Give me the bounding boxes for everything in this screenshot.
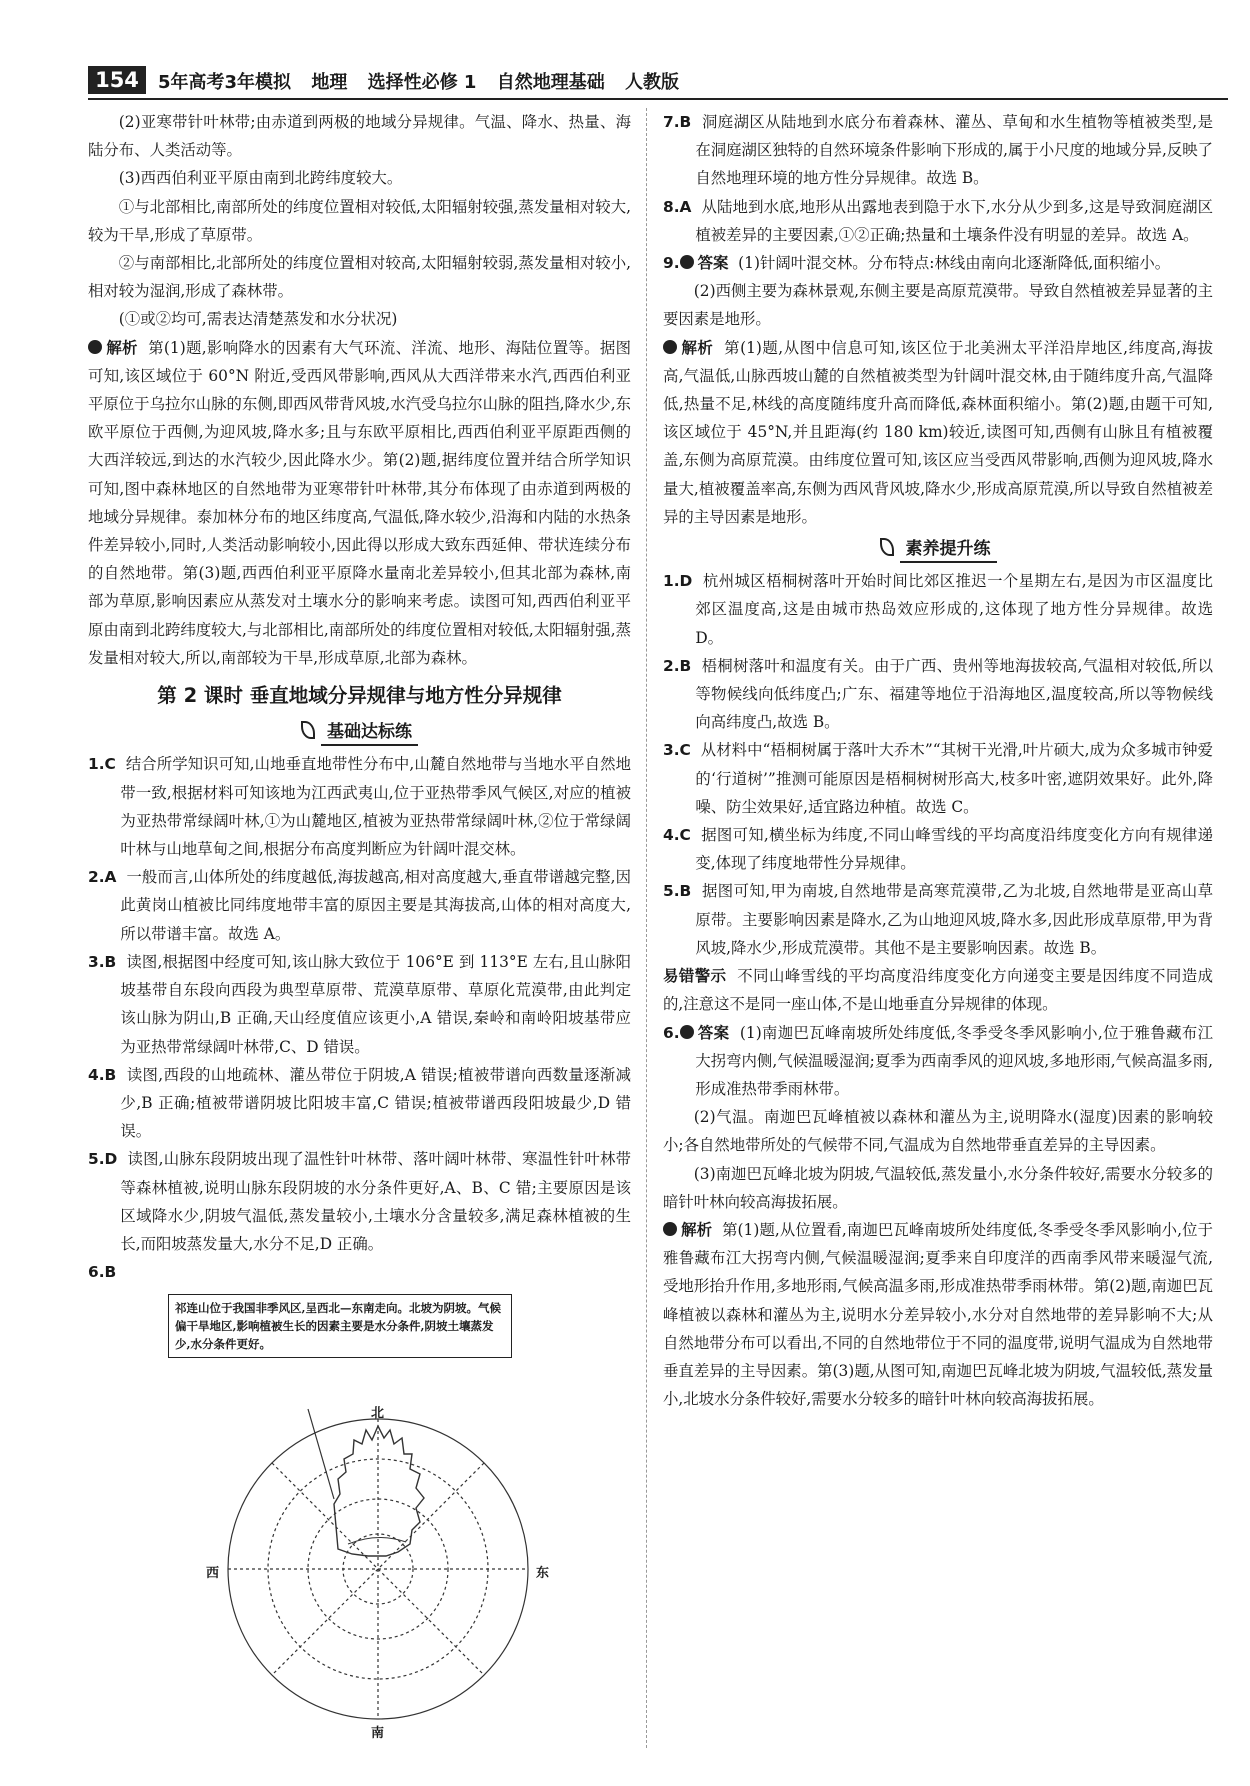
book: 选择性必修 1 <box>367 72 477 93</box>
question-item: 5.B 据图可知,甲为南坡,自然地带是高寒荒漠带,乙为北坡,自然地带是亚高山草原带。主要影响因素是降水,乙为山地迎风坡,降水多,因此形成草原带,甲为背风坡,降水少,形成荒漠带。其他不是主要影响因素。故选 B。 <box>663 882 1213 957</box>
answer-paragraph: ②与南部相比,北部所处的纬度位置相对较高,太阳辐射较弱,蒸发量相对较小,相对较为湿润,形成了森林带。 <box>88 254 631 301</box>
question-number: 6.B <box>88 1263 117 1282</box>
analysis-label: 解析 <box>663 339 713 357</box>
analysis-block <box>663 1216 1213 1413</box>
question-item <box>88 1258 631 1286</box>
analysis-block <box>88 334 631 672</box>
left-column <box>88 108 631 1742</box>
edition: 人教版 <box>624 72 679 93</box>
question-number: 2.A <box>88 868 117 887</box>
answer-paragraph: (2)气温。南迦巴瓦峰植被以森林和灌丛为主,说明降水(湿度)因素的影响较小;各自然地带所处的气候带不同,气温成为自然地带垂直差异的主导因素。 <box>663 1108 1213 1155</box>
question-item: 8.A 从陆地到水底,地形从出露地表到隐于水下,水分从少到多,这是导致洞庭湖区植被差异的主要因素,①②正确;热量和土壤条件没有明显的差异。故选 A。 <box>663 197 1213 244</box>
question-item: 4.B 读图,西段的山地疏林、灌丛带位于阴坡,A 错误;植被带谱向西数量逐渐减少,B 正确;植被带谱阴坡比阳坡丰富,C 错误;植被带谱西段阳坡最少,D 错误。 <box>88 1065 631 1141</box>
analysis-text: 第(1)题,从图中信息可知,该区位于北美洲太平洋沿岸地区,纬度高,海拔高,气温低,山脉西坡山麓的自然植被类型为针阔叶混交林,由于随纬度升高,气温降低,热量不足,林线的高度随纬度升高而降低,森林面积缩小。第(2)题,由题干可知,该区域位于 45°N,并且距海(约 180 km)较近,读图可知,西侧有山脉且有植被覆盖,东侧为高原荒漠。由纬度位置可知,该区应当受西风带影响,西侧为迎风坡,降水量大,植被覆盖率高,东侧为西风背风坡,降水少,形成高原荒漠,所以导致自然植被差异的主导因素是地形。 <box>663 338 1213 526</box>
question-item: 4.C 据图可知,横坐标为纬度,不同山峰雪线的平均高度沿纬度变化方向有规律递变,体现了纬度地带性分异规律。 <box>663 826 1213 873</box>
column-divider <box>646 108 647 1748</box>
question-item: 3.B 读图,根据图中经度可知,该山脉大致位于 106°E 到 113°E 左右,且山脉阳坡基带自东段向西段为典型草原带、荒漠草原带、草原化荒漠带,由此判定该山脉为阴山,B 正确,天山经度值应该更小,A 错误,秦岭和南岭阳坡基带应为亚热带常绿阔叶林带,C、D 错误。 <box>88 952 631 1056</box>
lesson-title: 第 2 课时 垂直地域分异规律与地方性分异规律 <box>157 684 562 708</box>
right-column <box>663 108 1213 1413</box>
leaf-icon <box>880 538 894 556</box>
question-number: 1.C <box>88 755 116 774</box>
question-number: 4.C <box>663 826 691 845</box>
analysis-label: 解析 <box>88 339 138 357</box>
answer-paragraph: ①与北部相比,南部所处的纬度位置相对较低,太阳辐射较强,蒸发量相对较大,较为干旱,形成了草原带。 <box>88 197 631 244</box>
analysis-block <box>663 334 1213 531</box>
question-item: 2.B 梧桐树落叶和温度有关。由于广西、贵州等地海拔较高,气温相对较低,所以等物候线向低纬度凸;广东、福建等地位于沿海地区,温度较高,所以等物候线向高纬度凸,故选 B。 <box>663 656 1213 732</box>
part: 自然地理基础 <box>496 72 605 93</box>
section-title: 素养提升练 <box>663 535 1213 563</box>
answer-paragraph: (2)亚寒带针叶林带;由赤道到两极的地域分异规律。气温、降水、热量、海陆分布、人类活动等。 <box>88 113 631 160</box>
west-label: 西 <box>206 1566 220 1582</box>
south-label: 南 <box>371 1726 385 1742</box>
question-number: 4.B <box>88 1065 117 1084</box>
analysis-label: 解析 <box>663 1221 712 1239</box>
section-title: 基础达标练 <box>88 718 631 746</box>
warning-label: 易错警示 <box>663 967 727 986</box>
question-item: 1.D 杭州城区梧桐树落叶开始时间比郊区推迟一个星期左右,是因为市区温度比郊区温度高,这是由城市热岛效应形成的,这体现了地方性分异规律。故选 D。 <box>663 572 1213 647</box>
east-label: 东 <box>536 1566 550 1582</box>
question-number: 1.D <box>663 572 693 591</box>
question-item: 5.D 读图,山脉东段阴坡出现了温性针叶林带、落叶阔叶林带、寒温性针叶林带等森林植被,说明山脉东段阴坡的水分条件更好,A、B、C 错;主要原因是该区域降水少,阴坡气温低,蒸发量较小,土壤水分含量较多,满足森林植被的生长,而阳坡蒸发量大,水分不足,D 正确。 <box>88 1150 631 1253</box>
answer-label: 答案 <box>680 254 729 272</box>
question-item: 9. 答案 (1)针阔叶混交林。分布特点:林线由南向北逐渐降低,面积缩小。 <box>663 254 1171 273</box>
question-number: 2.B <box>663 656 692 675</box>
question-number: 6. <box>663 1023 680 1042</box>
warning-text: 不同山峰雪线的平均高度沿纬度变化方向递变主要是因纬度不同造成的,注意这不是同一座山体,不是山地垂直分异规律的体现。 <box>663 967 1213 1014</box>
leaf-icon <box>301 721 315 739</box>
answer-paragraph: (3)南迦巴瓦峰北坡为阴坡,气温较低,蒸发量小,水分条件较好,需要水分较多的暗针叶林向较高海拔拓展。 <box>663 1164 1213 1211</box>
warning-block <box>663 962 1213 1018</box>
question-item: 7.B 洞庭湖区从陆地到水底分布着森林、灌丛、草甸和水生植物等植被类型,是在洞庭湖区独特的自然环境条件影响下形成的,属于小尺度的地域分异,反映了自然地理环境的地方性分异规律。故选 B。 <box>663 113 1214 188</box>
question-item: 6. 答案 (1)南迦巴瓦峰南坡所处纬度低,冬季受冬季风影响小,位于雅鲁藏布江大拐弯内侧,气候温暖湿润;夏季为西南季风的迎风坡,多地形雨,气候高温多雨,形成准热带季雨林带。 <box>663 1023 1213 1098</box>
question-item: 2.A 一般而言,山体所处的纬度越低,海拔越高,相对高度越大,垂直带谱越完整,因此黄岗山植被比同纬度地带丰富的原因主要是其海拔高,山体的相对高度大,所以带谱丰富。故选 A。 <box>88 868 631 943</box>
question-number: 8.A <box>663 197 692 216</box>
subject: 地理 <box>311 72 348 93</box>
answer-paragraph: (①或②均可,需表达清楚蒸发和水分状况) <box>118 310 398 329</box>
question-number: 3.C <box>663 741 691 760</box>
north-label: 北 <box>371 1406 385 1422</box>
question-number: 9. <box>663 254 680 273</box>
answer-paragraph: (2)西侧主要为森林景观,东侧主要是高原荒漠带。导致自然植被差异显著的主要因素是地形。 <box>663 282 1213 329</box>
question-number: 3.B <box>88 952 117 971</box>
question-number: 5.B <box>663 882 692 901</box>
question-number: 5.D <box>88 1150 118 1169</box>
analysis-text: 第(1)题,影响降水的因素有大气环流、洋流、地形、海陆位置等。据图可知,该区域位于 60°N 附近,受西风带影响,西风从大西洋带来水汽,西西伯利亚平原位于乌拉尔山脉的东侧,即西风带背风坡,水汽受乌拉尔山脉的阻挡,降水少,东欧平原位于西侧,为迎风坡,降水多;且与东欧平原相比,西西伯利亚平原距西侧的大西洋较远,到达的水汽较少,因此降水少。第(2)题,据纬度位置并结合所学知识可知,图中森林地区的自然地带为亚寒带针叶林带,其分布体现了由赤道到两极的地域分异规律。泰加林分布的地区纬度高,气温低,降水较少,沿海和内陆的水热条件差异较小,同时,人类活动影响较小,因此得以形成大致东西延伸、带状连续分布的自然地带。第(3)题,西西伯利亚平原降水量南北差异较小,但其北部为森林,南部为草原,影响因素应从蒸发对土壤水分的影响来考虑。读图可知,西西伯利亚平原由南到北跨纬度较大,与北部相比,南部所处的纬度位置相对较低,太阳辐射强,蒸发量相对较大,所以,南部较为干旱,形成草原,北部为森林。 <box>88 338 631 667</box>
question-item: 3.C 从材料中“梧桐树属于落叶大乔木”“其树干光滑,叶片硕大,成为众多城市钟爱的‘行道树’”推测可能原因是梧桐树树形高大,枝多叶密,遮阴效果好。此外,降噪、防尘效果好,适宜路边种植。故选 C。 <box>663 741 1213 816</box>
answer-paragraph: (3)西西伯利亚平原由南到北跨纬度较大。 <box>118 169 403 188</box>
answer-label: 答案 <box>680 1024 730 1042</box>
mountain-diagram <box>148 1294 608 1742</box>
polar-diagram <box>148 1294 608 1734</box>
page-header <box>88 64 1228 100</box>
analysis-text: 第(1)题,从位置看,南迦巴瓦峰南坡所处纬度低,冬季受冬季风影响小,位于雅鲁藏布江大拐弯内侧,气候温暖湿润;夏季来自印度洋的西南季风带来暖湿气流,受地形抬升作用,多地形雨,气候高温多雨,形成准热带季雨林带。第(2)题,南迦巴瓦峰植被以森林和灌丛为主,说明水分差异较小,水分对自然地带的差异影响不大;从自然地带分布可以看出,不同的自然地带位于不同的温度带,说明气温成为自然地带垂直差异的主导因素。第(3)题,从图可知,南迦巴瓦峰北坡为阴坡,气温较低,蒸发量小,北坡水分条件较好,需要水分较多的暗针叶林向较高海拔拓展。 <box>663 1220 1213 1409</box>
question-item: 1.C 结合所学知识可知,山地垂直地带性分布中,山麓自然地带与当地水平自然地带一致,根据材料可知该地为江西武夷山,位于亚热带季风气候区,对应的植被为亚热带常绿阔叶林,①为山麓地区,植被为亚热带常绿阔叶林,②位于常绿阔叶林与山地草甸之间,根据分布高度判断应为针阔叶混交林。 <box>88 755 631 859</box>
question-number: 7.B <box>663 113 692 131</box>
diagram-callout: 祁连山位于我国非季风区,呈西北—东南走向。北坡为阴坡。气候偏干旱地区,影响植被生长的因素主要是水分条件,阴坡土壤蒸发少,水分条件更好。 <box>168 1294 512 1358</box>
header-text <box>158 68 693 94</box>
series-title: 5年高考3年模拟 <box>158 72 292 93</box>
page-number: 154 <box>88 66 146 94</box>
